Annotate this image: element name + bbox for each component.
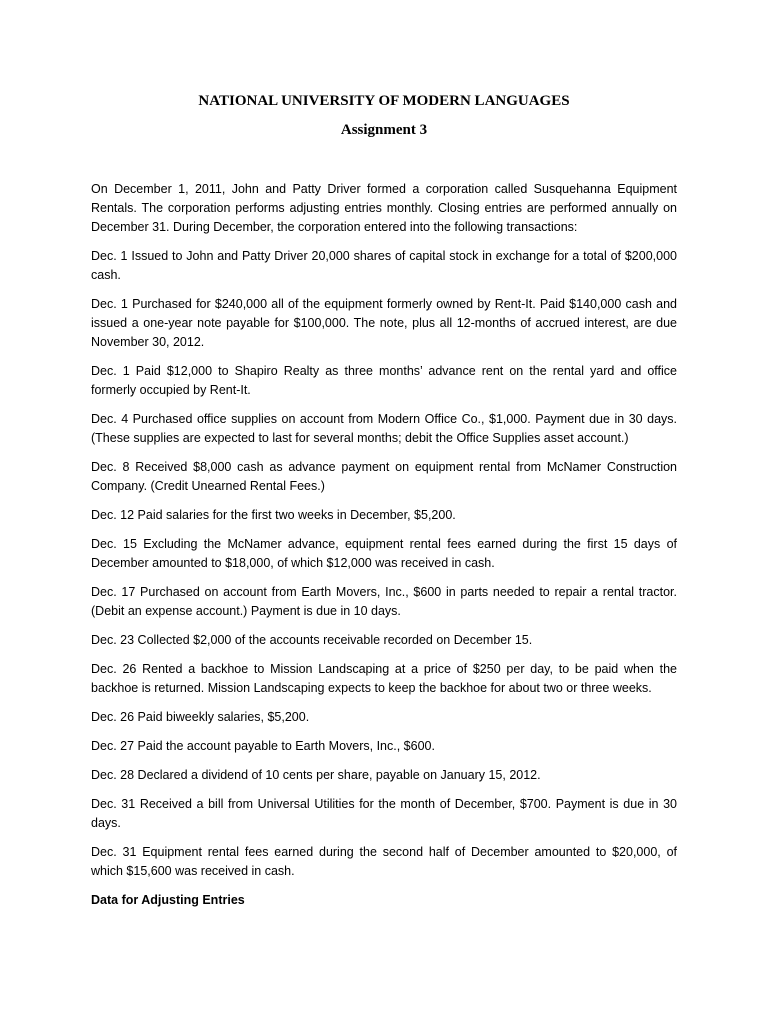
transaction-paragraph: Dec. 12 Paid salaries for the first two weeks in December, $5,200. — [91, 508, 456, 522]
assignment-title: Assignment 3 — [340, 122, 428, 138]
transaction-paragraph: Dec. 17 Purchased on account from Earth Movers, Inc., $600 in parts needed to repair a rental tractor. (Debit an expense account.) Payment is due in 10 days. — [91, 585, 677, 618]
intro-paragraph: On December 1, 2011, John and Patty Driver formed a corporation called Susquehanna Equipment Rentals. The corporation performs adjusting entries monthly. Closing entries are performed annually on December 31. During December, the corporation entered into the following transactions: — [91, 182, 677, 234]
transaction-paragraph: Dec. 23 Collected $2,000 of the accounts receivable recorded on December 15. — [91, 633, 533, 647]
transaction-paragraph: Dec. 8 Received $8,000 cash as advance payment on equipment rental from McNamer Construction Company. (Credit Unearned Rental Fees.) — [91, 460, 677, 493]
section-heading: Data for Adjusting Entries — [91, 893, 245, 907]
transaction-paragraph: Dec. 15 Excluding the McNamer advance, equipment rental fees earned during the first 15 days of December amounted to $18,000, of which $12,000 was received in cash. — [91, 537, 677, 570]
transaction-paragraph: Dec. 31 Equipment rental fees earned during the second half of December amounted to $20,000, of which $15,600 was received in cash. — [91, 845, 677, 878]
transaction-paragraph: Dec. 26 Paid biweekly salaries, $5,200. — [91, 710, 310, 724]
transaction-paragraph: Dec. 1 Purchased for $240,000 all of the equipment formerly owned by Rent-It. Paid $140,000 cash and issued a one-year note payable for $100,000. The note, plus all 12-months of accrued interest, are due November 30, 2012. — [91, 297, 677, 349]
university-title: NATIONAL UNIVERSITY OF MODERN LANGUAGES — [198, 93, 570, 109]
transaction-paragraph: Dec. 1 Issued to John and Patty Driver 20,000 shares of capital stock in exchange for a total of $200,000 cash. — [91, 249, 677, 282]
transaction-paragraph: Dec. 31 Received a bill from Universal Utilities for the month of December, $700. Payment is due in 30 days. — [91, 797, 677, 830]
transaction-paragraph: Dec. 26 Rented a backhoe to Mission Landscaping at a price of $250 per day, to be paid when the backhoe is returned. Mission Landscaping expects to keep the backhoe for about two or three weeks. — [91, 662, 677, 695]
document-body — [91, 180, 677, 920]
transaction-paragraph: Dec. 28 Declared a dividend of 10 cents per share, payable on January 15, 2012. — [91, 768, 541, 782]
transaction-paragraph: Dec. 4 Purchased office supplies on account from Modern Office Co., $1,000. Payment due in 30 days. (These supplies are expected to last for several months; debit the Office Supplies asset account.) — [91, 412, 677, 445]
transaction-paragraph: Dec. 1 Paid $12,000 to Shapiro Realty as three months’ advance rent on the rental yard and office formerly occupied by Rent-It. — [91, 364, 677, 397]
transaction-paragraph: Dec. 27 Paid the account payable to Earth Movers, Inc., $600. — [91, 739, 435, 753]
